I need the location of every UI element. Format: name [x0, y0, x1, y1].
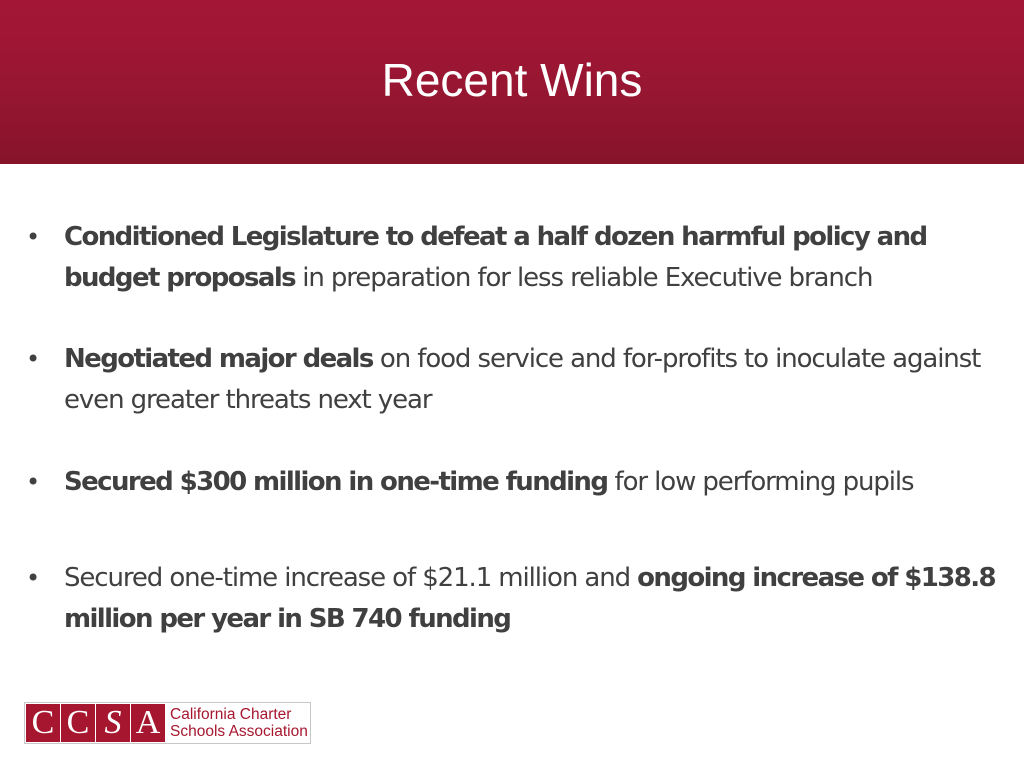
logo-letter-a: A — [131, 704, 165, 742]
ccsa-logo — [24, 702, 311, 744]
bullet-item — [64, 217, 1014, 299]
logo-wordmark — [166, 703, 310, 743]
logo-line-1: California Charter — [170, 706, 292, 723]
logo-letter-c: C — [61, 704, 95, 742]
bullet-text: in preparation for less reliable Executive branch — [295, 263, 873, 293]
bullet-bold-text: Negotiated major deals — [64, 344, 373, 374]
bullet-text: Secured one-time increase of $21.1 million and — [64, 563, 638, 593]
bullet-bold-text: Conditioned Legislature to defeat a half dozen harmful policy and budget proposals — [64, 222, 927, 293]
bullet-item — [64, 339, 1014, 421]
bullet-bold-text: ongoing increase of $138.8 million per year in SB 740 funding — [64, 563, 996, 634]
bullet-item — [64, 558, 1014, 640]
bullet-text: for low performing pupils — [607, 467, 914, 497]
bullet-item — [64, 462, 1014, 503]
bullet-bold-text: Secured $300 million in one-time funding — [64, 467, 608, 497]
logo-letter-s: S — [96, 704, 130, 742]
slide-title: Recent Wins — [381, 54, 643, 106]
bullet-text: on food service and for-profits to inoculate against even greater threats next year — [64, 344, 981, 415]
logo-letter-c: C — [26, 704, 60, 742]
logo-line-2: Schools Association — [170, 723, 308, 740]
